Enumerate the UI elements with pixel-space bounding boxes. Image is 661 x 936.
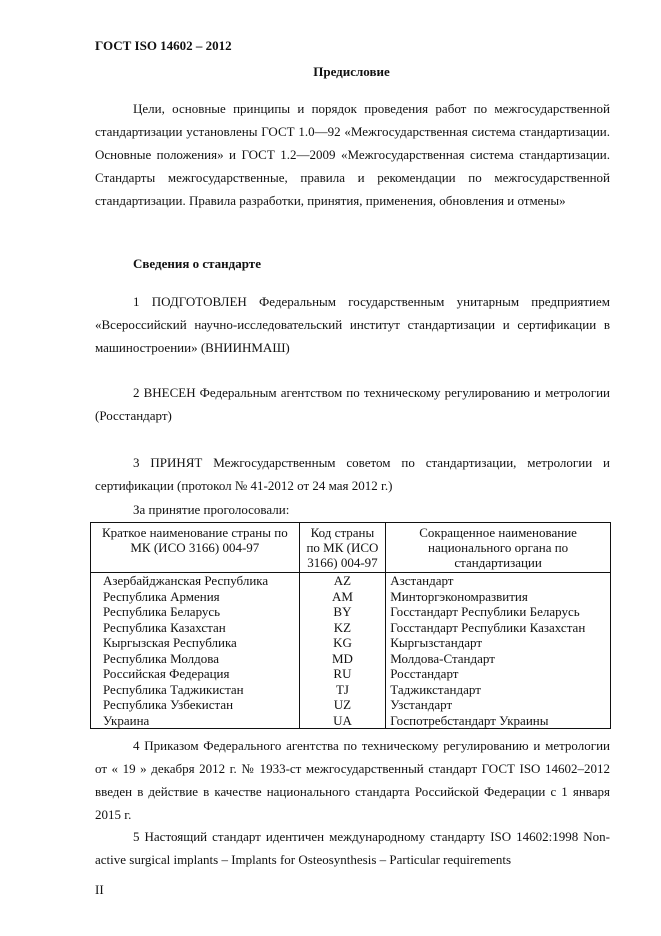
country-code: AM — [299, 589, 386, 605]
country-code: KZ — [299, 620, 386, 636]
country-code: TJ — [299, 682, 386, 698]
table-row — [91, 651, 611, 667]
country-name: Российская Федерация — [91, 666, 300, 682]
country-name: Республика Армения — [91, 589, 300, 605]
country-code: UZ — [299, 697, 386, 713]
standards-body: Росстандарт — [386, 666, 611, 682]
standards-body: Минторгэкономразвития — [386, 589, 611, 605]
country-name: Украина — [91, 713, 300, 729]
standards-body: Молдова-Стандарт — [386, 651, 611, 667]
standards-body: Узстандарт — [386, 697, 611, 713]
table-row — [91, 589, 611, 605]
country-code: MD — [299, 651, 386, 667]
page-number: II — [95, 882, 104, 897]
table-row — [91, 573, 611, 589]
table-row — [91, 682, 611, 698]
standards-body: Госстандарт Республики Казахстан — [386, 620, 611, 636]
country-code: RU — [299, 666, 386, 682]
subsection-heading: Сведения о стандарте — [133, 256, 261, 271]
column-header-code: Код страны по МК (ИСО 3166) 004-97 — [299, 523, 386, 573]
document-header: ГОСТ ISO 14602 – 2012 — [95, 38, 232, 53]
country-name: Республика Казахстан — [91, 620, 300, 636]
country-code: BY — [299, 604, 386, 620]
column-header-country: Краткое наименование страны по МК (ИСО 3166) 004-97 — [91, 523, 300, 573]
table-row — [91, 697, 611, 713]
section-title: Предисловие — [313, 64, 390, 79]
standards-body: Кыргызстандарт — [386, 635, 611, 651]
column-header-body: Сокращенное наименование национального органа по стандартизации — [386, 523, 611, 573]
country-code: AZ — [299, 573, 386, 589]
country-name: Республика Беларусь — [91, 604, 300, 620]
voted-label: За принятие проголосовали: — [133, 502, 290, 517]
standards-body: Госстандарт Республики Беларусь — [386, 604, 611, 620]
table-row — [91, 666, 611, 682]
item-1-paragraph: 1 ПОДГОТОВЛЕН Федеральным государственным унитарным предприятием «Всероссийский научно-исследовательский институт стандартизации и сертификации в машиностроении» (ВНИИНМАШ) — [95, 294, 610, 355]
table-row — [91, 713, 611, 729]
country-name: Республика Молдова — [91, 651, 300, 667]
table-row — [91, 604, 611, 620]
country-code: KG — [299, 635, 386, 651]
standards-body: Таджикстандарт — [386, 682, 611, 698]
country-name: Кыргызская Республика — [91, 635, 300, 651]
country-name: Республика Таджикистан — [91, 682, 300, 698]
item-4-paragraph: 4 Приказом Федерального агентства по техническому регулированию и метрологии от « 19 » декабря 2012 г. № 1933-ст межгосударственный стандарт ГОСТ ISO 14602–2012 введен в действие в качестве национального стандарта Российской Федерации с 1 января 2015 г. — [95, 738, 610, 822]
country-name: Азербайджанская Республика — [91, 573, 300, 589]
item-2-paragraph: 2 ВНЕСЕН Федеральным агентством по техническому регулированию и метрологии (Росстандарт) — [95, 385, 610, 423]
voting-states-table — [90, 522, 611, 729]
table-header-row — [91, 523, 611, 573]
item-3-paragraph: 3 ПРИНЯТ Межгосударственным советом по стандартизации, метрологии и сертификации (протокол № 41-2012 от 24 мая 2012 г.) — [95, 455, 610, 493]
intro-paragraph: Цели, основные принципы и порядок проведения работ по межгосударственной стандартизации установлены ГОСТ 1.0—92 «Межгосударственная система стандартизации. Основные положения» и ГОСТ 1.2—2009 «Межгосударственная система стандартизации. Стандарты межгосударственные, правила и рекомендации по межгосударственной стандартизации. Правила разработки, принятия, применения, обновления и отмены» — [95, 101, 610, 208]
country-code: UA — [299, 713, 386, 729]
standards-body: Азстандарт — [386, 573, 611, 589]
item-5-paragraph: 5 Настоящий стандарт идентичен международному стандарту ISO 14602:1998 Non-active surgical implants – Implants for Osteosynthesis – Particular requirements — [95, 829, 610, 867]
table-row — [91, 635, 611, 651]
standards-body: Госпотребстандарт Украины — [386, 713, 611, 729]
table-row — [91, 620, 611, 636]
country-name: Республика Узбекистан — [91, 697, 300, 713]
